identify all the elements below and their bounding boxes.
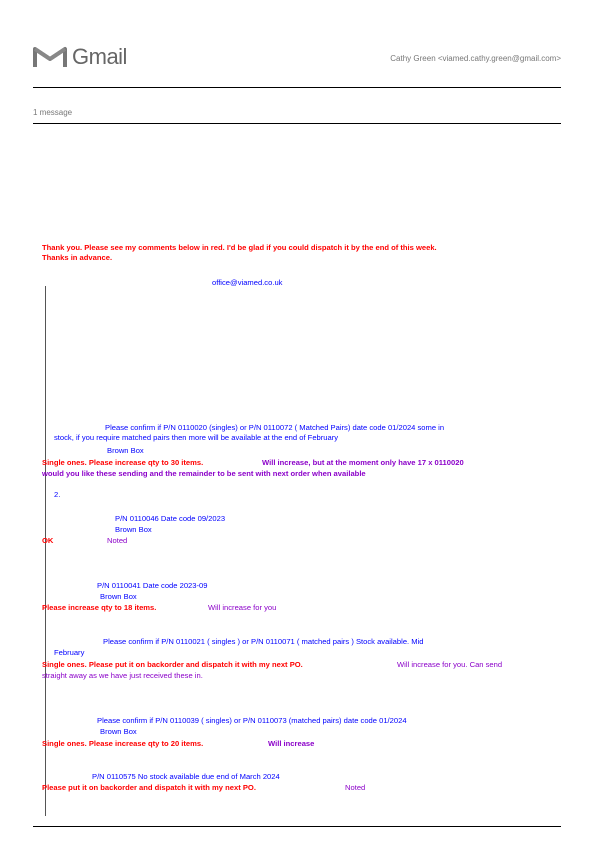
item4-line2: February [54,648,85,657]
item5-reply: Single ones. Please increase qty to 20 items. [42,739,204,748]
reply-intro-line1: Thank you. Please see my comments below in red. I'd be glad if you could dispatch it by the end of this week. [42,243,437,252]
item6-response: Noted [345,783,366,792]
reply-intro-line2: Thanks in advance. [42,253,113,262]
item1-box: Brown Box [107,446,144,455]
item3-reply: Please increase qty to 18 items. [42,603,157,612]
quoted-email-link[interactable]: office@viamed.co.uk [212,278,283,287]
footer-divider [33,826,561,827]
item3-box: Brown Box [100,592,137,601]
item2-reply: OK [42,536,54,545]
item1-line1: Please confirm if P/N 0110020 (singles) or P/N 0110072 ( Matched Pairs) date code 01/2024 some in [105,423,445,432]
item1-response-line2: would you like these sending and the remainder to be sent with next order when available [42,469,366,478]
item5-box: Brown Box [100,727,137,736]
item3-line1: P/N 0110041 Date code 2023-09 [97,581,208,590]
item1-response-line1: Will increase, but at the moment only have 17 x 0110020 [262,458,464,467]
item2-line1: P/N 0110046 Date code 09/2023 [115,514,226,523]
header-divider [33,87,561,88]
item4-response-line1: Will increase for you. Can send [397,660,503,669]
item-number-2: 2. [54,490,61,499]
item4-response-line2: straight away as we have just received these in. [42,671,203,680]
gmail-m-icon [33,43,67,69]
message-count: 1 message [33,108,73,117]
sender-address: Cathy Green <viamed.cathy.green@gmail.com> [390,54,561,63]
item6-reply: Please put it on backorder and dispatch it with my next PO. [42,783,256,792]
item3-response: Will increase for you [208,603,277,612]
item5-line1: Please confirm if P/N 0110039 ( singles) or P/N 0110073 (matched pairs) date code 01/2024 [97,716,407,725]
item5-response: Will increase [268,739,315,748]
thread-divider [33,123,561,124]
item4-line1: Please confirm if P/N 0110021 ( singles ) or P/N 0110071 ( matched pairs ) Stock available. Mid [103,637,424,646]
item4-reply: Single ones. Please put it on backorder and dispatch it with my next PO. [42,660,303,669]
quote-bar [45,286,46,816]
item1-line2: stock, if you require matched pairs then more will be available at the end of February [54,433,339,442]
item2-box: Brown Box [115,525,152,534]
item6-line1: P/N 0110575 No stock available due end of March 2024 [92,772,280,781]
gmail-wordmark: Gmail [72,44,127,69]
item1-reply: Single ones. Please increase qty to 30 items. [42,458,204,467]
item2-response: Noted [107,536,128,545]
